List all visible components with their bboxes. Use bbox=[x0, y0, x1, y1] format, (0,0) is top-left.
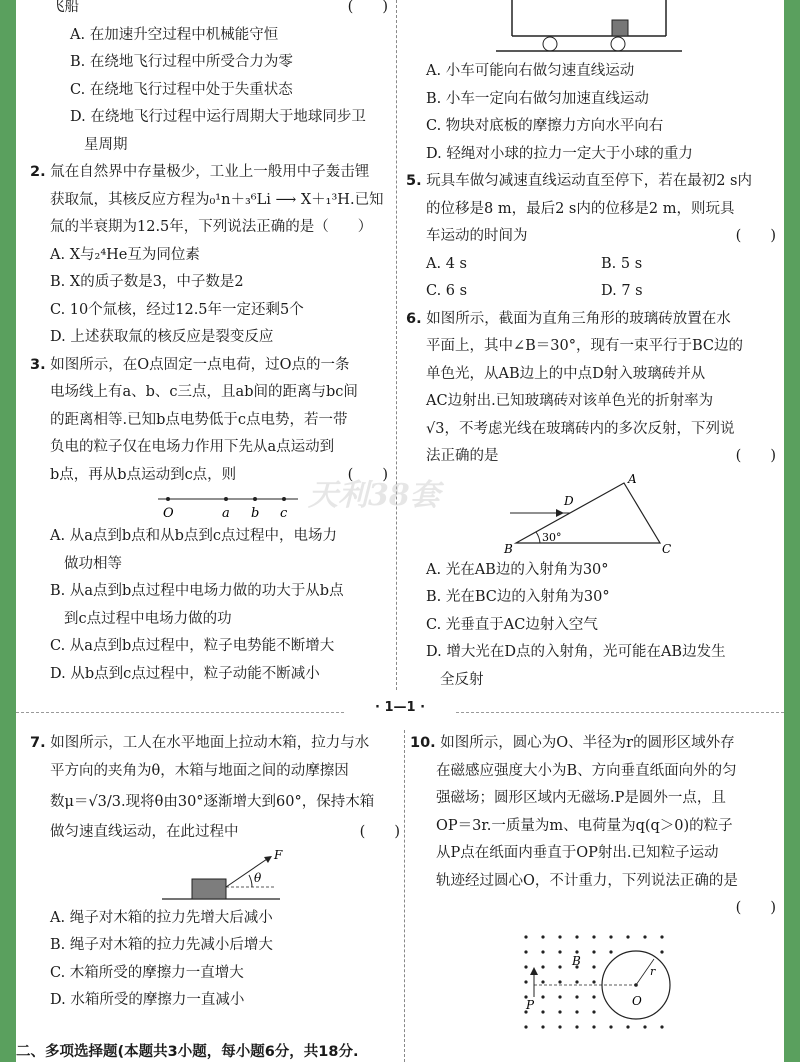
question-7 bbox=[30, 730, 400, 1015]
watermark-text: 天利38套 bbox=[308, 478, 440, 513]
field-dot bbox=[592, 935, 595, 938]
field-dot bbox=[558, 995, 561, 998]
q2-stem-line2: 获取氚，其核反应方程为₀¹n＋₃⁶Li ⟶ X＋₁³H.已知 bbox=[50, 191, 384, 208]
q3-option-a-cont: 做功相等 bbox=[64, 555, 122, 572]
q6-label-c: C bbox=[662, 541, 672, 556]
q4-option-a: A. 小车可能向右做匀速直线运动 bbox=[426, 63, 635, 79]
field-dot bbox=[524, 965, 527, 968]
field-dot bbox=[643, 1025, 646, 1028]
q4-option-d: D. 轻绳对小球的拉力一定大于小球的重力 bbox=[426, 145, 693, 162]
q5-option-c: C. 6 s bbox=[426, 283, 468, 299]
field-dot bbox=[541, 965, 544, 968]
q4-option-c: C. 物块对底板的摩擦力方向水平向右 bbox=[426, 118, 664, 134]
q3-field-line-figure bbox=[30, 489, 388, 523]
q10-stem-line1: 如图所示，圆心为O、半径为r的圆形区域外存 bbox=[440, 735, 735, 751]
q10-label-o: O bbox=[632, 993, 642, 1008]
q5-option-d: D. 7 s bbox=[601, 283, 643, 299]
q1-option-a: A. 在加速升空过程中机械能守恒 bbox=[70, 26, 279, 43]
field-dot bbox=[626, 935, 629, 938]
field-dot bbox=[524, 1025, 527, 1028]
exam-sheet bbox=[16, 0, 784, 1062]
q7-label-theta: θ bbox=[254, 870, 262, 885]
field-dot bbox=[575, 1010, 578, 1013]
q2-option-c: C. 10个氚核，经过12.5年一定还剩5个 bbox=[50, 301, 304, 318]
q7-option-c: C. 木箱所受的摩擦力一直增大 bbox=[50, 964, 244, 981]
page1-left-column bbox=[30, 0, 388, 688]
q3-answer-blank: ( ) bbox=[347, 466, 388, 483]
q6-prism-figure bbox=[406, 471, 776, 557]
q6-stem-line3: 单色光，从AB边上的中点D射入玻璃砖并从 bbox=[426, 365, 706, 382]
q6-stem-line6: 法正确的是 bbox=[426, 448, 499, 464]
column-divider bbox=[396, 0, 397, 690]
q6-number: 6. bbox=[406, 310, 422, 327]
q6-option-a: A. 光在AB边的入射角为30° bbox=[426, 561, 609, 578]
q1-stem-tail: 飞船 bbox=[50, 0, 79, 15]
field-dot bbox=[541, 1010, 544, 1013]
q3-option-a: A. 从a点到b点和从b点到c点过程中，电场力 bbox=[50, 528, 338, 544]
q7-stem-line2: 平方向的夹角为θ，木箱与地面之间的动摩擦因 bbox=[50, 762, 349, 779]
q3-label-o: O bbox=[163, 506, 174, 521]
field-dot bbox=[541, 935, 544, 938]
q10-stem-line3: 强磁场；圆形区域内无磁场.P是圆外一点，且 bbox=[436, 790, 726, 806]
q2-option-a: A. X与₂⁴He互为同位素 bbox=[50, 246, 200, 263]
field-dot bbox=[558, 935, 561, 938]
q3-stem-line4: 负电的粒子仅在电场力作用下先从a点运动到 bbox=[50, 439, 335, 455]
q3-stem-line5: b点，再从b点运动到c点，则 bbox=[50, 466, 237, 483]
q5-stem-line3: 车运动的时间为 bbox=[426, 228, 528, 244]
question-5 bbox=[406, 168, 776, 306]
q3-stem-line2: 电场线上有a、b、c三点，且ab间的距离与bc间 bbox=[50, 384, 358, 400]
field-dot bbox=[541, 980, 544, 983]
page1-right-column bbox=[406, 58, 776, 694]
q3-label-c: c bbox=[280, 506, 288, 521]
q6-stem-line4: AC边射出.已知玻璃砖对该单色光的折射率为 bbox=[426, 393, 714, 409]
q10-stem-line5: 从P点在纸面内垂直于OP射出.已知粒子运动 bbox=[436, 845, 719, 861]
field-dot bbox=[609, 935, 612, 938]
q10-stem-line2: 在磁感应强度大小为B、方向垂直纸面向外的匀 bbox=[436, 762, 737, 779]
q5-options bbox=[406, 251, 776, 306]
q6-label-b: B bbox=[504, 541, 513, 556]
field-dot bbox=[592, 950, 595, 953]
field-dot bbox=[609, 1025, 612, 1028]
field-dot bbox=[558, 1025, 561, 1028]
question-1-tail bbox=[30, 0, 388, 159]
q5-answer-blank: ( ) bbox=[735, 228, 776, 244]
field-dot bbox=[626, 1025, 629, 1028]
q2-stem-line3: 氚的半衰期为12.5年，下列说法正确的是（ ） bbox=[50, 219, 373, 235]
field-dot bbox=[558, 950, 561, 953]
field-dot bbox=[558, 965, 561, 968]
q7-option-b: B. 绳子对木箱的拉力先减小后增大 bbox=[50, 937, 273, 953]
q5-option-b: B. 5 s bbox=[601, 255, 643, 272]
section-heading-multiple-choice: 二、多项选择题(本题共3小题，每小题6分，共18分. bbox=[16, 1044, 359, 1060]
q5-stem-line2: 的位移是8 m，最后2 s内的位移是2 m，则玩具 bbox=[426, 200, 735, 217]
q5-number: 5. bbox=[406, 173, 422, 189]
question-6 bbox=[406, 306, 776, 695]
q5-option-a: A. 4 s bbox=[426, 255, 467, 272]
q2-option-d: D. 上述获取氚的核反应是裂变反应 bbox=[50, 329, 274, 345]
q6-stem-line5: √3，不考虑光线在玻璃砖内的多次反射，下列说 bbox=[426, 420, 735, 437]
q10-label-p: P bbox=[526, 997, 535, 1012]
q7-stem-line4: 做匀速直线运动，在此过程中 bbox=[50, 824, 239, 840]
field-dot bbox=[592, 1025, 595, 1028]
field-dot bbox=[541, 1025, 544, 1028]
q3-label-a: a bbox=[222, 506, 230, 521]
q6-stem-line2: 平面上，其中∠B＝30°，现有一束平行于BC边的 bbox=[426, 338, 744, 354]
q2-number: 2. bbox=[30, 164, 46, 180]
q7-stem-line1: 如图所示，工人在水平地面上拉动木箱，拉力与水 bbox=[50, 735, 370, 751]
q10-label-b: B bbox=[572, 953, 581, 968]
q6-option-c: C. 光垂直于AC边射入空气 bbox=[426, 616, 598, 633]
q6-option-b: B. 光在BC边的入射角为30° bbox=[426, 589, 610, 605]
field-dot bbox=[575, 935, 578, 938]
q7-crate-figure bbox=[30, 847, 400, 905]
field-dot bbox=[541, 950, 544, 953]
field-dot bbox=[524, 935, 527, 938]
field-dot bbox=[592, 1010, 595, 1013]
q6-label-a: A bbox=[628, 471, 637, 486]
q7-option-a: A. 绳子对木箱的拉力先增大后减小 bbox=[50, 909, 273, 926]
page2-right-column bbox=[410, 730, 776, 1033]
field-dot bbox=[660, 935, 663, 938]
q3-option-b-cont: 到c点过程中电场力做的功 bbox=[64, 610, 232, 627]
field-dot bbox=[592, 965, 595, 968]
field-dot bbox=[592, 980, 595, 983]
q1-answer-blank: ( ) bbox=[347, 0, 388, 15]
q3-stem-line3: 的距离相等.已知b点电势低于c点电势，若一带 bbox=[50, 411, 348, 428]
question-10 bbox=[410, 730, 776, 1033]
field-dot bbox=[609, 950, 612, 953]
field-dot bbox=[558, 1010, 561, 1013]
q4-option-b: B. 小车一定向右做匀加速直线运动 bbox=[426, 90, 649, 107]
q1-option-b: B. 在绕地飞行过程中所受合力为零 bbox=[70, 54, 293, 70]
field-dot bbox=[541, 995, 544, 998]
q3-label-b: b bbox=[251, 506, 260, 521]
column-divider-lower bbox=[404, 730, 405, 1062]
question-4-tail bbox=[406, 58, 776, 168]
q2-stem-line1: 氚在自然界中存量极少，工业上一般用中子轰击锂 bbox=[50, 164, 370, 180]
q4-cart-figure bbox=[486, 0, 686, 56]
field-dot bbox=[524, 950, 527, 953]
q6-option-d-cont: 全反射 bbox=[440, 671, 484, 688]
q7-stem-line3: 数μ＝√3/3.现将θ由30°逐渐增大到60°，保持木箱 bbox=[50, 794, 375, 810]
field-dot bbox=[575, 995, 578, 998]
q6-label-angle: 30° bbox=[542, 530, 562, 544]
q7-label-f: F bbox=[274, 847, 283, 862]
q1-option-d-cont: 星周期 bbox=[84, 136, 128, 153]
q7-answer-blank: ( ) bbox=[359, 824, 400, 840]
q6-stem-line1: 如图所示，截面为直角三角形的玻璃砖放置在水 bbox=[426, 310, 731, 327]
field-dot bbox=[575, 1025, 578, 1028]
q10-answer-blank: ( ) bbox=[735, 900, 776, 916]
q5-stem-line1: 玩具车做匀减速直线运动直至停下，若在最初2 s内 bbox=[426, 173, 752, 189]
q3-stem-line1: 如图所示，在O点固定一点电荷，过O点的一条 bbox=[50, 356, 350, 373]
q3-option-b: B. 从a点到b点过程中电场力做的功大于从b点 bbox=[50, 583, 344, 599]
q1-option-c: C. 在绕地飞行过程中处于失重状态 bbox=[70, 81, 293, 98]
q3-option-c: C. 从a点到b点过程中，粒子电势能不断增大 bbox=[50, 638, 335, 654]
q1-option-d: D. 在绕地飞行过程中运行周期大于地球同步卫 bbox=[70, 109, 366, 125]
field-dot bbox=[643, 935, 646, 938]
field-dot bbox=[592, 995, 595, 998]
page-number: · 1—1 · bbox=[346, 700, 454, 715]
page2-left-column bbox=[30, 730, 400, 1015]
q10-number: 10. bbox=[410, 735, 436, 751]
field-dot bbox=[660, 1025, 663, 1028]
q10-label-r: r bbox=[650, 964, 656, 978]
q3-number: 3. bbox=[30, 356, 46, 373]
question-3 bbox=[30, 352, 388, 689]
q6-answer-blank: ( ) bbox=[735, 448, 776, 464]
field-dot bbox=[575, 980, 578, 983]
q2-option-b: B. X的质子数是3，中子数是2 bbox=[50, 274, 244, 290]
q6-label-d: D bbox=[564, 493, 574, 508]
q6-option-d: D. 增大光在D点的入射角，光可能在AB边发生 bbox=[426, 644, 726, 660]
field-dot bbox=[558, 980, 561, 983]
q10-stem-line6: 轨迹经过圆心O，不计重力，下列说法正确的是 bbox=[436, 872, 738, 889]
q10-magnetic-field-figure bbox=[410, 933, 776, 1033]
q7-number: 7. bbox=[30, 735, 46, 751]
q10-stem-line4: OP＝3r.一质量为m、电荷量为q(q＞0)的粒子 bbox=[436, 817, 733, 834]
field-dot bbox=[524, 980, 527, 983]
q3-option-d: D. 从b点到c点过程中，粒子动能不断减小 bbox=[50, 665, 320, 682]
q7-option-d: D. 水箱所受的摩擦力一直减小 bbox=[50, 992, 245, 1008]
question-2 bbox=[30, 159, 388, 352]
field-dot bbox=[660, 950, 663, 953]
